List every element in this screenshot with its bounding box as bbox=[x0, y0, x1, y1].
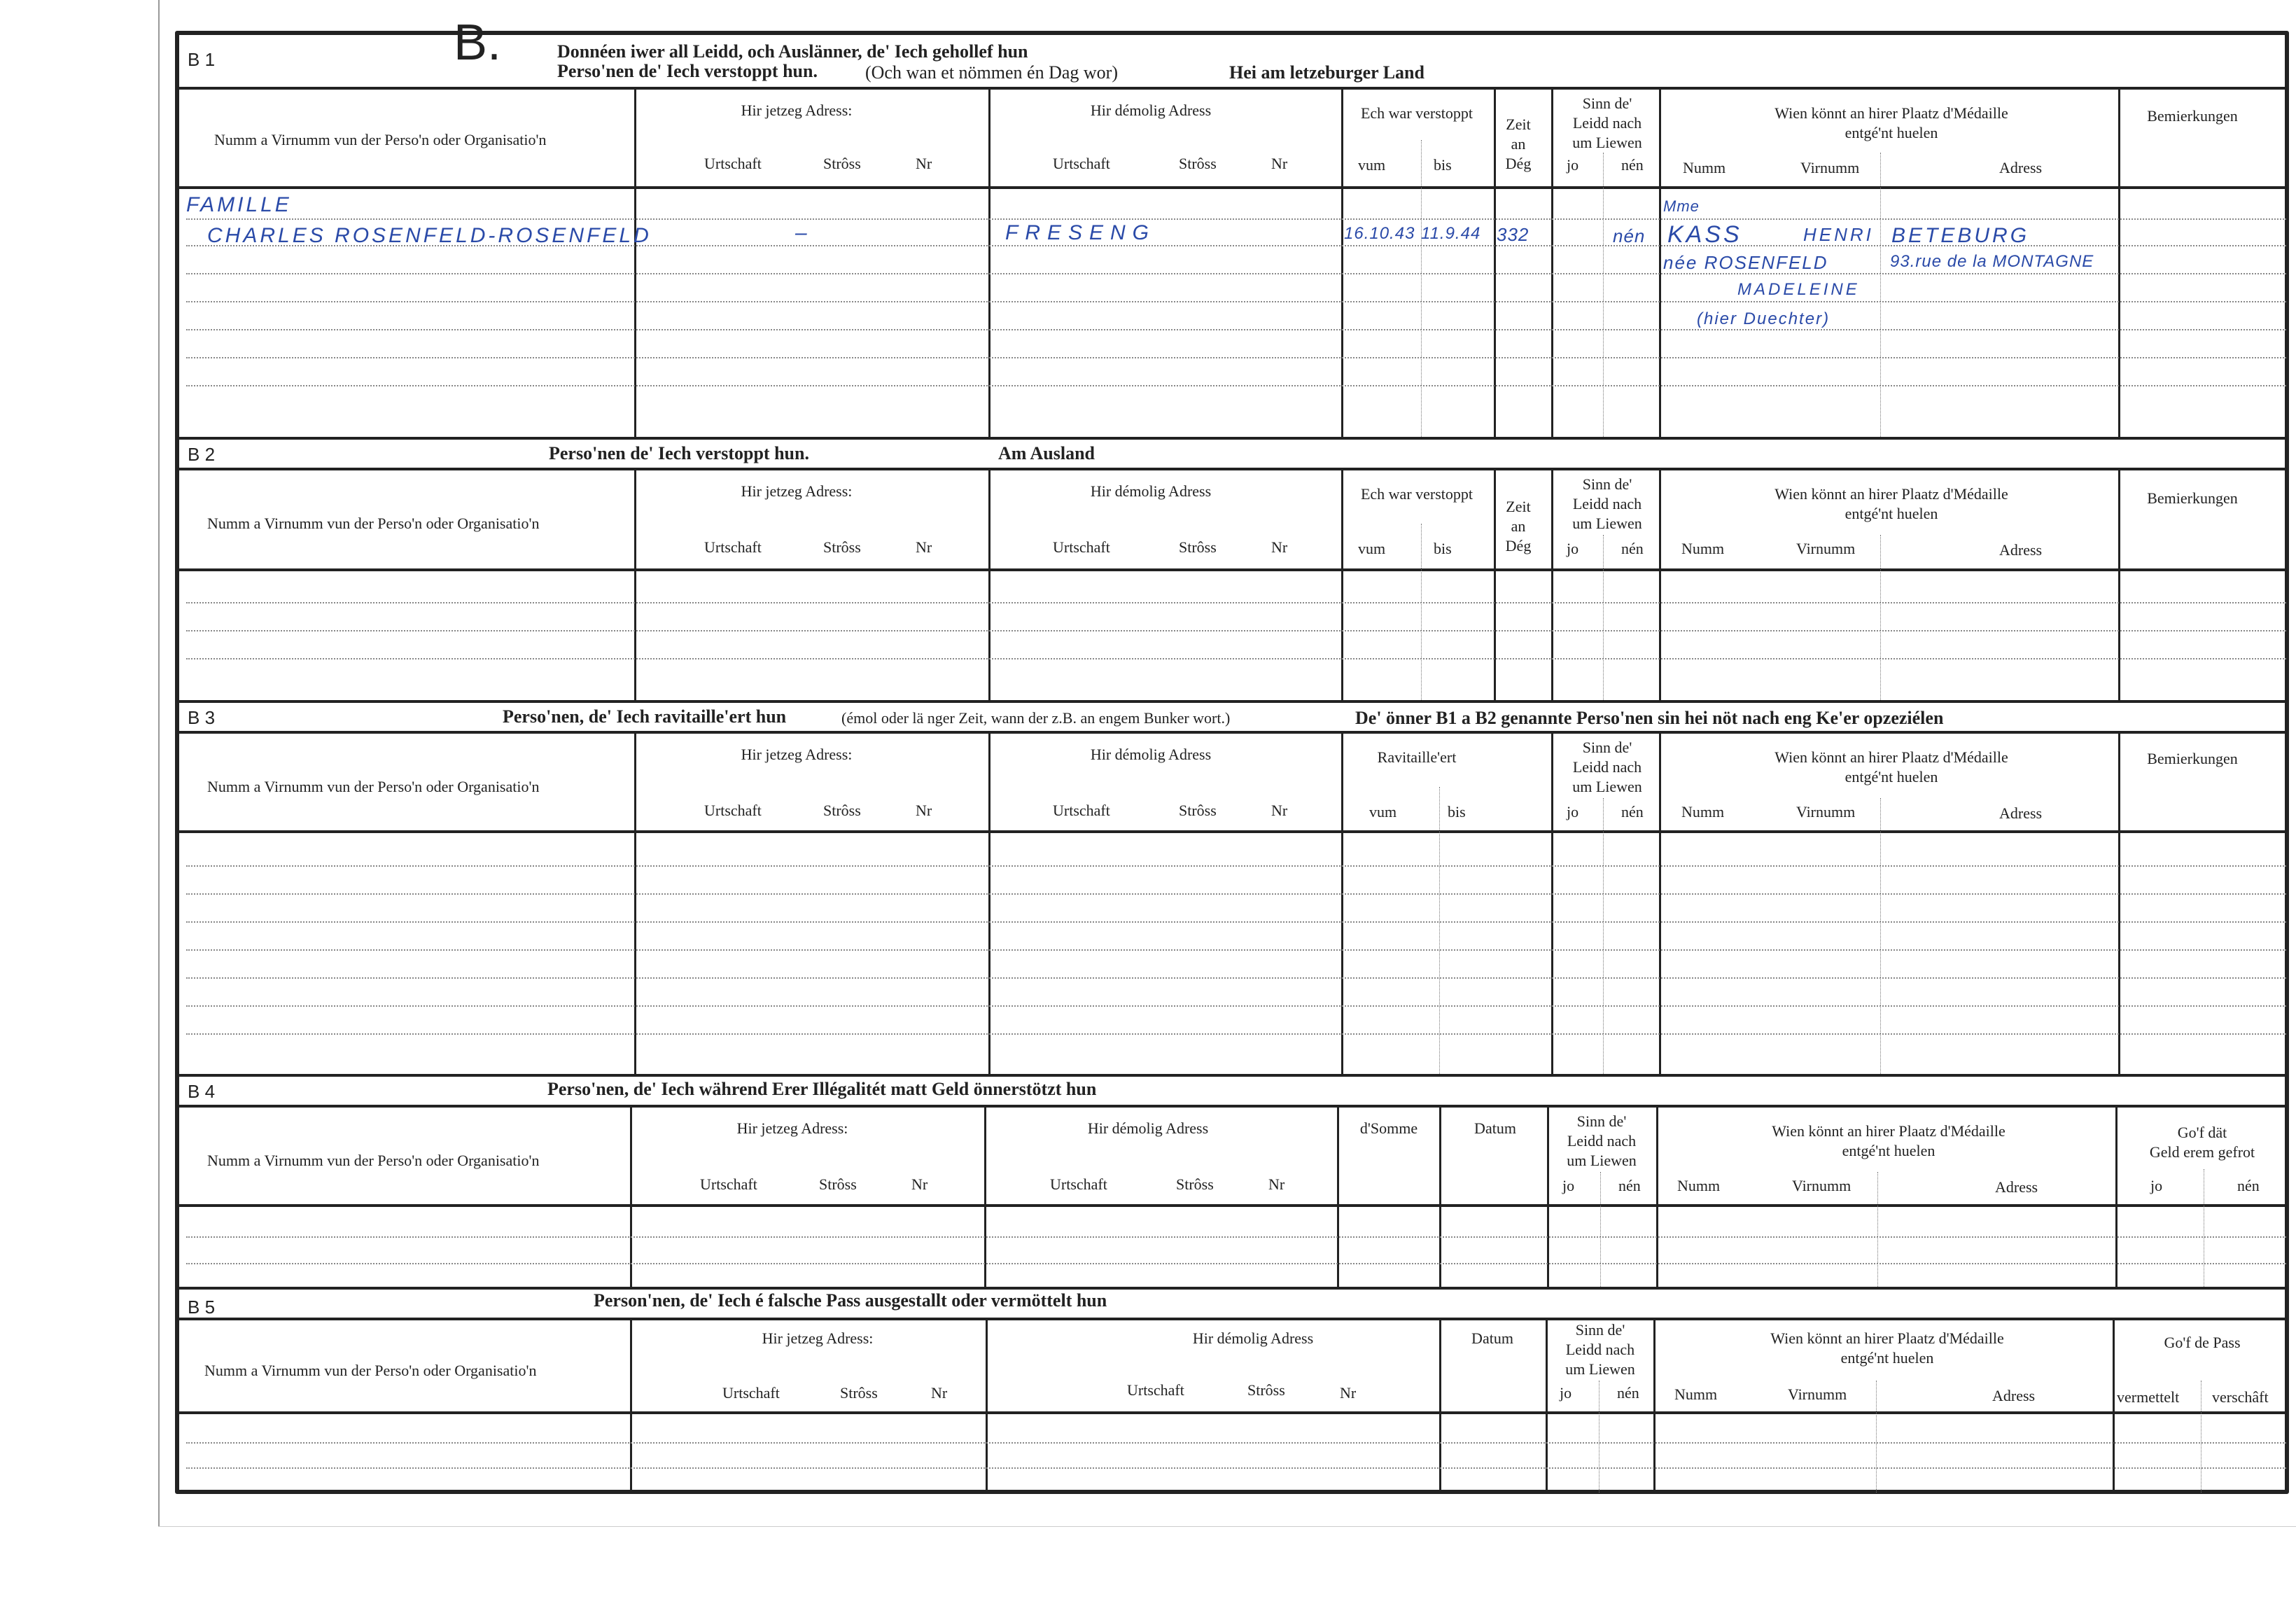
b1-jo: jo bbox=[1567, 156, 1579, 174]
b3-former-address: Hir démolig Adress bbox=[1090, 746, 1212, 763]
b4-v7 bbox=[1600, 1172, 1601, 1288]
b1-entry-bis: 11.9.44 bbox=[1421, 224, 1481, 243]
b4-v6 bbox=[1547, 1105, 1549, 1288]
b2-v8 bbox=[1659, 468, 1661, 700]
b5-v11 bbox=[2201, 1381, 2202, 1493]
b1-entry-line2: CHARLES ROSENFELD-ROSENFELD bbox=[207, 224, 652, 247]
b4-medal1: Wien könnt an hirer Plaatz d'Médaille bbox=[1772, 1122, 2005, 1140]
b3-v4 bbox=[1439, 787, 1440, 1074]
b2-current-address: Hir jetzeg Adress: bbox=[741, 482, 853, 500]
b1-current-address: Hir jetzeg Adress: bbox=[741, 102, 853, 119]
b1-row bbox=[186, 329, 2286, 330]
b1-v4 bbox=[1421, 140, 1422, 437]
b2-v9 bbox=[1880, 535, 1881, 700]
b5-sinn3: um Liewen bbox=[1565, 1360, 1635, 1378]
b1-entry-mnee: née ROSENFELD bbox=[1663, 252, 1828, 273]
b5-v10 bbox=[2113, 1318, 2115, 1493]
b4-v8 bbox=[1656, 1105, 1658, 1288]
b3-v10 bbox=[2118, 731, 2120, 1074]
b3-sinn1: Sinn de' bbox=[1582, 739, 1632, 756]
b4-gof2: Geld erem gefrot bbox=[2149, 1143, 2255, 1161]
b2-adress: Adress bbox=[1999, 541, 2043, 559]
b2-sinn1: Sinn de' bbox=[1582, 475, 1632, 493]
b4-nr-2: Nr bbox=[1268, 1175, 1285, 1193]
b5-v7 bbox=[1599, 1381, 1600, 1493]
b5-row bbox=[186, 1442, 2286, 1444]
b2-medal2: entgé'nt huelen bbox=[1844, 505, 1938, 522]
b4-numm: Numm bbox=[1677, 1177, 1721, 1194]
b1-v1 bbox=[634, 87, 636, 437]
b4-virnumm: Virnumm bbox=[1792, 1177, 1851, 1194]
section-b3 bbox=[179, 700, 2285, 1102]
b4-name-header: Numm a Virnumm vun der Perso'n oder Organisatio'n bbox=[207, 1152, 540, 1169]
b3-v2 bbox=[988, 731, 990, 1074]
b5-nr-2: Nr bbox=[1340, 1384, 1357, 1402]
b5-vermettelt: vermettelt bbox=[2117, 1388, 2180, 1406]
b1-v3 bbox=[1341, 87, 1343, 437]
b5-medal2: entgé'nt huelen bbox=[1840, 1349, 1934, 1367]
b3-nen: nén bbox=[1621, 803, 1644, 821]
b2-v4 bbox=[1421, 524, 1422, 700]
b3-rule-2 bbox=[179, 731, 2285, 734]
b5-row bbox=[186, 1467, 2286, 1469]
b5-v5 bbox=[1439, 1318, 1441, 1493]
b1-v6 bbox=[1551, 87, 1553, 437]
b2-title: Perso'nen de' Iech verstoppt hun. bbox=[549, 443, 809, 463]
b4-former-address: Hir démolig Adress bbox=[1087, 1119, 1209, 1137]
b5-numm: Numm bbox=[1674, 1385, 1718, 1403]
b2-row bbox=[186, 630, 2286, 631]
b5-stross: Strôss bbox=[840, 1384, 878, 1402]
b3-label: B 3 bbox=[188, 707, 216, 728]
b4-stross: Strôss bbox=[819, 1175, 857, 1193]
b1-label: B 1 bbox=[188, 49, 216, 70]
b1-urtschaft-2: Urtschaft bbox=[1053, 155, 1110, 172]
b-letter: B. bbox=[454, 15, 502, 71]
b4-urtschaft-2: Urtschaft bbox=[1050, 1175, 1107, 1193]
b3-row bbox=[186, 1005, 2286, 1007]
b1-medal2: entgé'nt huelen bbox=[1844, 124, 1938, 141]
b2-zeit3: Dég bbox=[1505, 537, 1532, 554]
b3-adress: Adress bbox=[1999, 804, 2043, 822]
b3-stross-2: Strôss bbox=[1179, 802, 1217, 819]
b3-current-address: Hir jetzeg Adress: bbox=[741, 746, 853, 763]
b1-rule-head bbox=[179, 186, 2285, 189]
b3-v9 bbox=[1880, 798, 1881, 1074]
b4-row bbox=[186, 1263, 2286, 1264]
b2-v7 bbox=[1603, 535, 1604, 700]
b1-former-address: Hir démolig Adress bbox=[1090, 102, 1212, 119]
b4-row bbox=[186, 1236, 2286, 1238]
b4-label: B 4 bbox=[188, 1081, 216, 1102]
b1-row bbox=[186, 385, 2286, 386]
page-bottom bbox=[158, 1526, 2296, 1527]
b3-v6 bbox=[1551, 731, 1553, 1074]
b5-virnumm: Virnumm bbox=[1788, 1385, 1847, 1403]
b2-rule-head bbox=[179, 568, 2285, 571]
b5-label: B 5 bbox=[188, 1297, 216, 1318]
b3-title2: (émol oder lä nger Zeit, wann der z.B. an engem Bunker wort.) bbox=[841, 709, 1231, 727]
b3-title: Perso'nen, de' Iech ravitaille'ert hun bbox=[503, 706, 787, 727]
b2-v3 bbox=[1341, 468, 1343, 700]
b3-row bbox=[186, 977, 2286, 979]
b5-stross-2: Strôss bbox=[1247, 1381, 1285, 1399]
b2-v10 bbox=[2118, 468, 2120, 700]
b5-rule-top bbox=[179, 1287, 2285, 1290]
b4-v1 bbox=[630, 1105, 632, 1288]
b3-virnumm: Virnumm bbox=[1796, 803, 1856, 821]
b4-current-address: Hir jetzeg Adress: bbox=[736, 1119, 848, 1137]
b4-nr: Nr bbox=[911, 1175, 928, 1193]
b4-urtschaft: Urtschaft bbox=[700, 1175, 757, 1193]
b5-verschaft: verschâft bbox=[2212, 1388, 2269, 1406]
section-b1 bbox=[179, 15, 2285, 441]
b5-datum: Datum bbox=[1471, 1329, 1513, 1347]
b2-nen: nén bbox=[1621, 540, 1644, 557]
b3-row bbox=[186, 865, 2286, 867]
b1-zeit1: Zeit bbox=[1506, 116, 1531, 133]
b3-row bbox=[186, 949, 2286, 951]
b1-numm: Numm bbox=[1683, 159, 1726, 176]
b1-entry-mcity: BETEBURG bbox=[1891, 224, 2030, 247]
b4-v3 bbox=[1337, 1105, 1339, 1288]
b5-urtschaft-2: Urtschaft bbox=[1127, 1381, 1184, 1399]
b4-somme: d'Somme bbox=[1359, 1119, 1418, 1137]
b3-remarks: Bemierkungen bbox=[2147, 750, 2238, 767]
b5-urtschaft: Urtschaft bbox=[722, 1384, 780, 1402]
b3-row bbox=[186, 1033, 2286, 1035]
b3-name-header: Numm a Virnumm vun der Perso'n oder Organisatio'n bbox=[207, 778, 540, 795]
b2-urtschaft-2: Urtschaft bbox=[1053, 538, 1110, 556]
b4-title: Perso'nen, de' Iech während Erer Illégalitét matt Geld önnerstötzt hun bbox=[547, 1079, 1097, 1099]
b5-v9 bbox=[1876, 1381, 1877, 1493]
b5-adress: Adress bbox=[1992, 1387, 2036, 1404]
b1-entry-vum: 16.10.43 bbox=[1344, 224, 1415, 243]
b2-vum: vum bbox=[1358, 540, 1386, 557]
b5-nen: nén bbox=[1617, 1384, 1639, 1402]
b5-former-address: Hir démolig Adress bbox=[1192, 1329, 1314, 1347]
b2-sinn3: um Liewen bbox=[1572, 515, 1642, 532]
b1-adress: Adress bbox=[1999, 159, 2043, 176]
b1-entry-mstreet: 93.rue de la MONTAGNE bbox=[1890, 252, 2094, 271]
b4-sinn3: um Liewen bbox=[1567, 1152, 1637, 1169]
b1-rule-top bbox=[179, 87, 2285, 90]
b2-virnumm: Virnumm bbox=[1796, 540, 1856, 557]
b1-title-line2b: (Och wan et nömmen én Dag wor) bbox=[865, 62, 1118, 83]
b3-sinn3: um Liewen bbox=[1572, 778, 1642, 795]
b1-row bbox=[186, 357, 2286, 358]
b2-rule-top bbox=[179, 437, 2285, 440]
b1-sinn2: Leidd nach bbox=[1572, 114, 1642, 132]
b2-stross: Strôss bbox=[823, 538, 861, 556]
b1-remarks: Bemierkungen bbox=[2147, 107, 2238, 125]
b1-entry-mfirst: HENRI bbox=[1803, 224, 1874, 245]
b2-jo: jo bbox=[1567, 540, 1579, 557]
b1-title-line1: Donnéen iwer all Leidd, och Auslänner, de' Iech gehollef hun bbox=[557, 41, 1028, 62]
b1-hidden: Ech war verstoppt bbox=[1360, 104, 1474, 122]
b3-nr-2: Nr bbox=[1271, 802, 1288, 819]
b1-row bbox=[186, 273, 2286, 274]
b4-v2 bbox=[984, 1105, 986, 1288]
b2-zeit2: an bbox=[1511, 517, 1526, 535]
b2-urtschaft: Urtschaft bbox=[704, 538, 762, 556]
b3-numm: Numm bbox=[1681, 803, 1725, 821]
b1-v7 bbox=[1603, 153, 1604, 437]
b2-name-header: Numm a Virnumm vun der Perso'n oder Organisatio'n bbox=[207, 515, 540, 532]
b3-sinn2: Leidd nach bbox=[1572, 758, 1642, 776]
b1-name-header: Numm a Virnumm vun der Perso'n oder Organisatio'n bbox=[214, 131, 547, 148]
b5-v1 bbox=[630, 1318, 632, 1493]
b1-entry-mtitle: Mme bbox=[1663, 197, 1700, 215]
b3-title3: De' önner B1 a B2 genannte Perso'nen sin hei nöt nach eng Ke'er opzeziélen bbox=[1355, 708, 1944, 728]
b1-row bbox=[186, 218, 2286, 220]
b3-vum: vum bbox=[1369, 803, 1397, 821]
b1-virnumm: Virnumm bbox=[1800, 159, 1860, 176]
section-b4 bbox=[179, 1074, 2285, 1291]
b5-medal1: Wien könnt an hirer Plaatz d'Médaille bbox=[1770, 1329, 2004, 1347]
b3-stross: Strôss bbox=[823, 802, 861, 819]
b4-jo-2: jo bbox=[2150, 1177, 2163, 1194]
b3-rule-top bbox=[179, 700, 2285, 703]
b4-nen: nén bbox=[1618, 1177, 1641, 1194]
b4-rule-head bbox=[179, 1204, 2285, 1207]
b5-name-header: Numm a Virnumm vun der Perso'n oder Organisatio'n bbox=[204, 1362, 537, 1379]
b2-sinn2: Leidd nach bbox=[1572, 495, 1642, 512]
b4-nen-2: nén bbox=[2237, 1177, 2260, 1194]
b2-numm: Numm bbox=[1681, 540, 1725, 557]
b1-entry-line1: FAMILLE bbox=[186, 193, 292, 216]
b1-nen: nén bbox=[1621, 156, 1644, 174]
b1-zeit3: Dég bbox=[1505, 155, 1532, 172]
b2-hidden: Ech war verstoppt bbox=[1360, 485, 1474, 503]
b5-current-address: Hir jetzeg Adress: bbox=[762, 1329, 874, 1347]
page-edge bbox=[158, 0, 160, 1526]
b2-nr: Nr bbox=[916, 538, 932, 556]
b4-sinn1: Sinn de' bbox=[1576, 1112, 1627, 1130]
b1-row bbox=[186, 301, 2286, 302]
b1-nr: Nr bbox=[916, 155, 932, 172]
b1-entry-former: FRESENG bbox=[1005, 221, 1156, 244]
b4-stross-2: Strôss bbox=[1176, 1175, 1214, 1193]
b3-row bbox=[186, 921, 2286, 923]
b5-v2 bbox=[986, 1318, 988, 1493]
b2-v6 bbox=[1551, 468, 1553, 700]
b5-v8 bbox=[1653, 1318, 1656, 1493]
b3-v7 bbox=[1603, 798, 1604, 1074]
b2-former-address: Hir démolig Adress bbox=[1090, 482, 1212, 500]
b1-entry-mname: KASS bbox=[1667, 221, 1742, 248]
b5-title: Person'nen, de' Iech é falsche Pass ausgestallt oder vermöttelt hun bbox=[594, 1290, 1107, 1311]
b1-entry-mfirst2: MADELEINE bbox=[1737, 280, 1860, 299]
b3-urtschaft-2: Urtschaft bbox=[1053, 802, 1110, 819]
b4-adress: Adress bbox=[1995, 1178, 2038, 1196]
b4-v10 bbox=[2115, 1105, 2118, 1288]
b1-v8 bbox=[1659, 87, 1661, 437]
b3-ravitailleert: Ravitaille'ert bbox=[1377, 748, 1457, 766]
b3-medal1: Wien könnt an hirer Plaatz d'Médaille bbox=[1774, 748, 2008, 766]
b2-v2 bbox=[988, 468, 990, 700]
b1-bis: bis bbox=[1434, 156, 1452, 174]
form bbox=[175, 15, 2289, 1494]
b2-row bbox=[186, 658, 2286, 659]
b3-v8 bbox=[1659, 731, 1661, 1074]
b2-row bbox=[186, 602, 2286, 603]
b1-sinn3: um Liewen bbox=[1572, 134, 1642, 151]
b5-rule-head bbox=[179, 1411, 2285, 1414]
b3-medal2: entgé'nt huelen bbox=[1844, 768, 1938, 785]
b4-rule-2 bbox=[179, 1105, 2285, 1108]
b4-v5 bbox=[1439, 1105, 1441, 1288]
b1-entry-days: 332 bbox=[1497, 224, 1530, 245]
b1-entry-alive: nén bbox=[1613, 225, 1646, 246]
b2-nr-2: Nr bbox=[1271, 538, 1288, 556]
b3-rule-head bbox=[179, 830, 2285, 833]
b1-stross: Strôss bbox=[823, 155, 861, 172]
b4-jo: jo bbox=[1562, 1177, 1575, 1194]
b5-jo: jo bbox=[1560, 1384, 1572, 1402]
b5-rule-2 bbox=[179, 1318, 2285, 1320]
b1-sinn1: Sinn de' bbox=[1582, 95, 1632, 112]
b1-zeit2: an bbox=[1511, 135, 1526, 153]
b2-medal1: Wien könnt an hirer Plaatz d'Médaille bbox=[1774, 485, 2008, 503]
b1-v2 bbox=[988, 87, 990, 437]
b2-v5 bbox=[1494, 468, 1496, 700]
b1-medal1: Wien könnt an hirer Plaatz d'Médaille bbox=[1774, 104, 2008, 122]
b1-title-line2a: Perso'nen de' Iech verstoppt hun. bbox=[557, 61, 818, 81]
b1-entry-mnote: (hier Duechter) bbox=[1697, 309, 1830, 328]
b3-v1 bbox=[634, 731, 636, 1074]
b2-rule-2 bbox=[179, 468, 2285, 470]
section-b5 bbox=[179, 1287, 2285, 1494]
b4-datum: Datum bbox=[1474, 1119, 1516, 1137]
b4-rule-top bbox=[179, 1074, 2285, 1077]
b3-v3 bbox=[1341, 731, 1343, 1074]
b1-urtschaft: Urtschaft bbox=[704, 155, 762, 172]
b1-vum: vum bbox=[1358, 156, 1386, 174]
b3-jo: jo bbox=[1567, 803, 1579, 821]
b5-pass1: Go'f de Pass bbox=[2164, 1334, 2241, 1351]
b4-sinn2: Leidd nach bbox=[1567, 1132, 1637, 1150]
b2-remarks: Bemierkungen bbox=[2147, 489, 2238, 507]
b2-v1 bbox=[634, 468, 636, 700]
b5-nr: Nr bbox=[931, 1384, 948, 1402]
b1-v5 bbox=[1494, 87, 1496, 437]
b3-bis: bis bbox=[1448, 803, 1466, 821]
b1-v9 bbox=[1880, 153, 1881, 437]
b3-nr: Nr bbox=[916, 802, 932, 819]
b2-title2: Am Ausland bbox=[998, 443, 1095, 463]
b1-entry-current: – bbox=[795, 221, 810, 244]
b2-stross-2: Strôss bbox=[1179, 538, 1217, 556]
b5-sinn2: Leidd nach bbox=[1565, 1341, 1635, 1358]
b4-v9 bbox=[1877, 1172, 1878, 1288]
b4-medal2: entgé'nt huelen bbox=[1842, 1142, 1935, 1159]
b2-bis: bis bbox=[1434, 540, 1452, 557]
b4-gof1: Go'f dät bbox=[2177, 1124, 2227, 1141]
b1-nr-2: Nr bbox=[1271, 155, 1288, 172]
b5-v6 bbox=[1546, 1318, 1548, 1493]
b2-zeit1: Zeit bbox=[1506, 498, 1531, 515]
b1-stross-2: Strôss bbox=[1179, 155, 1217, 172]
b1-title-line2c: Hei am letzeburger Land bbox=[1229, 62, 1424, 83]
b3-urtschaft: Urtschaft bbox=[704, 802, 762, 819]
section-b2 bbox=[179, 437, 2285, 703]
b2-label: B 2 bbox=[188, 444, 216, 465]
b1-v10 bbox=[2118, 87, 2120, 437]
b5-sinn1: Sinn de' bbox=[1575, 1321, 1625, 1339]
b3-row bbox=[186, 893, 2286, 895]
